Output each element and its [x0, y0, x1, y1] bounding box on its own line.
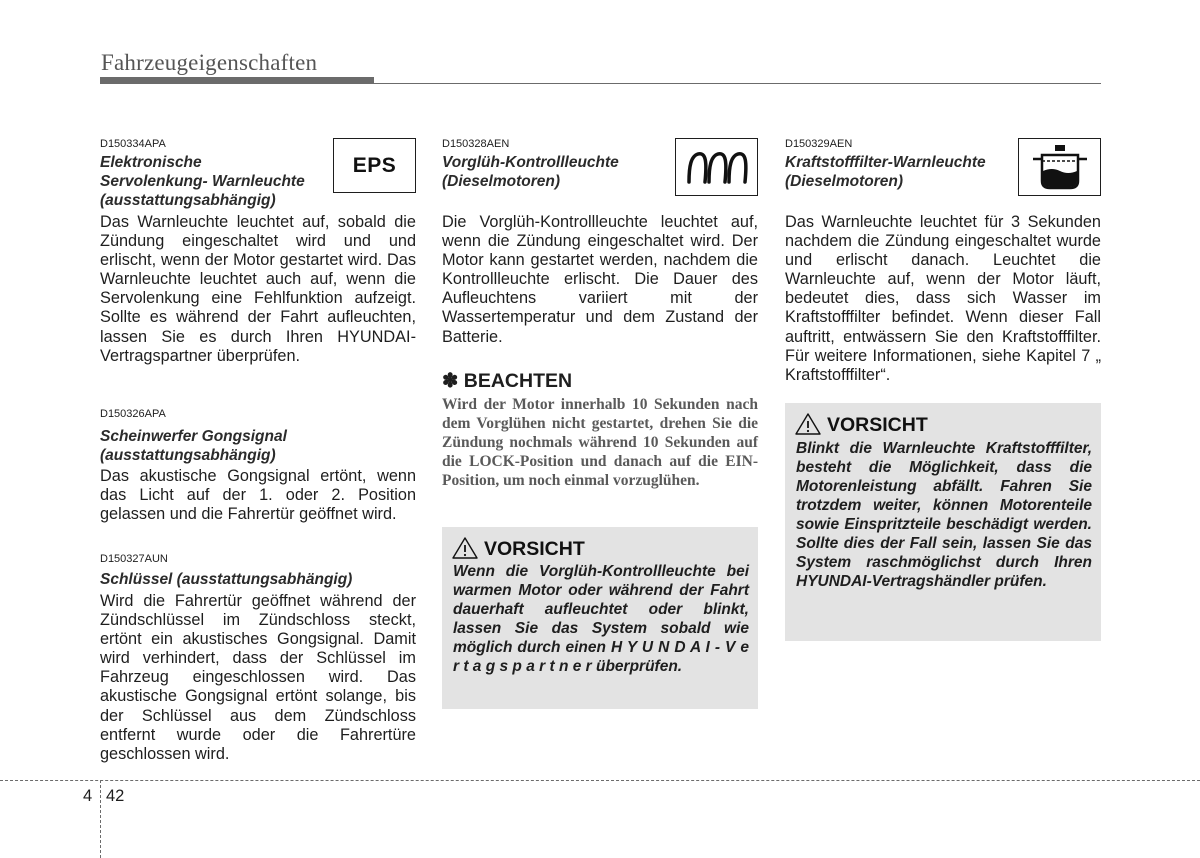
section-code: D150327AUN	[100, 553, 168, 565]
section-code: D150326APA	[100, 408, 166, 420]
section-heading	[100, 570, 416, 589]
heading-line: (Dieselmotoren)	[785, 173, 903, 190]
heading-line: Vorglüh-Kontrollleuchte	[442, 154, 619, 171]
note-body: Wird der Motor innerhalb 10 Sekunden nach dem Vorglühen nicht gestartet, drehen Sie die Zündung nochmals während 10 Sekunden auf die LOCK-Position und danach auf die EIN-Position, um noch einmal vorzuglühen.	[442, 396, 758, 489]
page-header-title: Fahrzeugeigenschaften	[101, 50, 318, 75]
page-number: 42	[106, 787, 125, 805]
section-body: Die Vorglüh-Kontrollleuchte leuchtet auf, wenn die Zündung eingeschaltet wird. Der Motor kann gestartet werden, nachdem die Kontrollleuchte erlischt. Die Dauer des Aufleuchtens variiert mit der Wassertemperatur und dem Zustand der Batterie.	[442, 213, 758, 346]
header-rule-thick	[100, 77, 374, 84]
warning-triangle-icon	[795, 413, 821, 435]
section-heading	[100, 427, 416, 465]
section-body: Wird die Fahrertür geöffnet während der Zündschlüssel im Zündschloss steckt, ertönt ein akustisches Gongsignal. Damit wird verhindert, dass der Schlüssel im Fahrzeug eingeschlossen wird. Das akustische Gongsignal ertönt solange, bis der Schlüssel aus dem Zündschloss entfernt wurde oder die Fahrertüre geschlossen wird.	[100, 592, 416, 763]
caution-body: Wenn die Vorglüh-Kontrollleuchte bei warmen Motor oder während der Fahrt dauerhaft aufleuchtet oder blinkt, lassen Sie das System sobald wie möglich durch einen H Y U N D A I - V e r t a g s p a r t n e r überprüfen.	[453, 563, 749, 675]
heading-line: Schlüssel (ausstattungsabhängig)	[100, 571, 353, 588]
section-code: D150328AEN	[442, 138, 510, 150]
footer-dashed-rule	[0, 780, 1200, 781]
caution-box	[785, 403, 1101, 641]
caution-title: VORSICHT	[827, 414, 928, 436]
footer-dashed-divider	[100, 780, 101, 858]
caution-box	[442, 527, 758, 709]
heading-line: (ausstattungsabhängig)	[100, 447, 276, 464]
heading-line: Scheinwerfer Gongsignal	[100, 428, 287, 445]
section-body: Das Warnleuchte leuchtet auf, sobald die Zündung eingeschaltet wird und und erlischt, wenn der Motor gestartet wird. Das Warnleuchte leuchtet auch auf, wenn die Servolenkung eine Fehlfunktion aufzeigt. Sollte es während der Fahrt aufleuchten, lassen Sie es durch Ihren HYUNDAI-Vertragspartner überprüfen.	[100, 213, 416, 365]
note-title: ✽ BEACHTEN	[442, 370, 573, 392]
section-body: Das Warnleuchte leuchtet für 3 Sekunden nachdem die Zündung eingeschaltet wurde und erlischt danach. Leuchtet die Warnleuchte auf, wenn der Motor läuft, bedeutet dies, dass sich Wasser im Kraftstofffilter befindet. Wenn dieser Fall auftritt, entwässern Sie den Kraftstofffilter. Für weitere Informationen, siehe Kapitel 7 „ Kraftstofffilter“.	[785, 213, 1101, 384]
section-code: D150329AEN	[785, 138, 853, 150]
eps-warning-icon	[333, 138, 416, 193]
header-rule-thin	[374, 83, 1101, 84]
chapter-number: 4	[83, 787, 93, 805]
section-heading	[100, 153, 332, 210]
fuel-filter-water-icon	[1030, 143, 1090, 191]
section-code: D150334APA	[100, 138, 166, 150]
heading-line: Servolenkung- Warnleuchte	[100, 173, 305, 190]
eps-icon-label: EPS	[352, 153, 397, 177]
section-body: Das akustische Gongsignal ertönt, wenn das Licht auf der 1. oder 2. Position gelassen und die Fahrertür geöffnet wird.	[100, 467, 416, 524]
heading-line: (Dieselmotoren)	[442, 173, 560, 190]
heading-line: Kraftstofffilter-Warnleuchte	[785, 154, 986, 171]
caution-title: VORSICHT	[484, 538, 585, 560]
fuel-filter-water-icon	[1018, 138, 1101, 196]
heading-line: (ausstattungsabhängig)	[100, 192, 276, 209]
glow-plug-coil-icon	[675, 138, 758, 196]
section-heading	[442, 153, 670, 191]
section-heading	[785, 153, 1017, 191]
glow-plug-coil-icon	[685, 146, 749, 188]
caution-body: Blinkt die Warnleuchte Kraftstofffilter, besteht die Möglichkeit, dass die Motorenleistung abfällt. Fahren Sie trotzdem weiter, können Motorenteile sowie Einspritzteile beschädigt werden. Sollte dies der Fall sein, lassen Sie das System raschmöglichst durch Ihren HYUNDAI-Vertragshändler prüfen.	[796, 440, 1092, 590]
heading-line: Elektronische	[100, 154, 202, 171]
warning-triangle-icon	[452, 537, 478, 559]
